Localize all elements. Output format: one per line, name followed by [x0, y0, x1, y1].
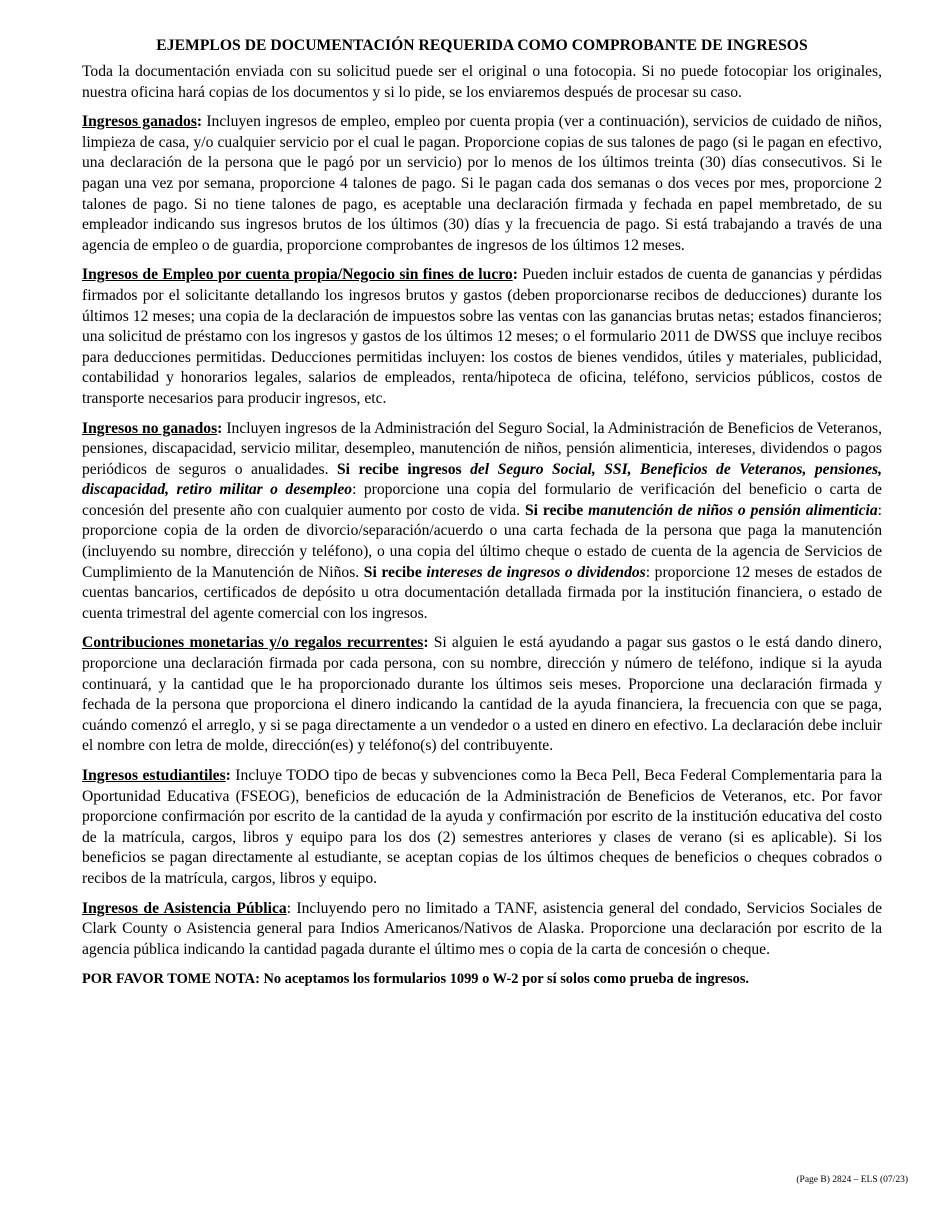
unearned-income-text-2: : proporcione una copia del formulario de verificación del beneficio o carta de concesión del presente año con cualquier aumento por costo de vida.: [82, 481, 882, 519]
contributions-text: Si alguien le está ayudando a pagar sus gastos o le está dando dinero, proporcione una declaración firmada por cada persona, con su nombre, dirección y número de teléfono, indique si la ayuda continuará, y la cantidad que le ha proporcionado durante los últimos seis meses. Proporcione una declaración firmada y fechada de la persona que proporciona el dinero indicando la cantidad de la ayuda financiera, la frecuencia con que se paga, cuándo comenzó el arreglo, y si se paga directamente a un vendedor o a usted en dinero en efectivo. La declaración debe incluir el nombre con letra de molde, dirección(es) y teléfono(s) del contribuyente.: [82, 634, 882, 755]
unearned-income-text-3: : proporcione copia de la orden de divorcio/separación/acuerdo o una carta fechada de la persona que paga la manutención (incluyendo su nombre, dirección y teléfono), o una copia del último cheque o estado de cuenta de la agencia de Servicios de Cumplimiento de la Manutención de Niños.: [82, 501, 882, 581]
form-footer-code: (Page B) 2824 – ELS (07/23): [796, 1175, 908, 1185]
student-income-heading: Ingresos estudiantiles: [82, 767, 226, 784]
self-employment-text: Pueden incluir estados de cuenta de ganancias y pérdidas firmados por el solicitante detallando los ingresos brutos y gastos (deben proporcionarse recibos de deducciones) durante los últimos 12 meses; una copia de la declaración de impuestos sobre las ventas con las ganancias brutas netas; estados financieros; una solicitud de préstamo con los ingresos y gastos de los últimos 12 meses; o el formulario 2011 de DWSS que incluye recibos para deducciones permitidas. Deducciones permitidas incluyen: los costos de bienes vendidos, útiles y materiales, publicidad, contabilidad y honorarios legales, salarios de empleados, renta/hipoteca de oficina, teléfono, servicios públicos, costos de transporte necesarios para producir ingresos, etc.: [82, 266, 882, 407]
important-note: POR FAVOR TOME NOTA: No aceptamos los formularios 1099 o W-2 por sí solos como prueba de ingresos.: [82, 971, 750, 988]
public-assistance-text: : Incluyendo pero no limitado a TANF, asistencia general del condado, Servicios Sociales de Clark County o Asistencia general para Indios Americanos/Nativos de Alaska. Proporcione una declaración por escrito de la agencia pública indicando la cantidad pagada durante el último mes o copia de la carta de concesión o cheque.: [82, 899, 882, 958]
unearned-income-text-4: : proporcione 12 meses de estados de cuentas bancarios, certificados de depósito u otra documentación detallada firmada por la institución financiera, o estado de cuenta trimestral del agente comercial con los ingresos.: [82, 563, 883, 622]
public-assistance-heading: Ingresos de Asistencia Pública: [82, 899, 287, 917]
unearned-if-3: Si recibe: [363, 563, 427, 581]
earned-income-text: Incluyen ingresos de empleo, empleo por cuenta propia (ver a continuación), servicios de cuidado de niños, limpieza de casa, y/o cualquier servicio por el cual le pagan. Proporcione copias de sus talones de pago (si le pagan en efectivo, una declaración de la persona que le pagó por un servicio) por lo menos de los últimos treinta (30) días consecutivos. Si le pagan una vez por semana, proporcione 4 talones de pago. Si le pagan cada dos semanas o dos veces por mes, proporcione 2 talones de pago. Si no tiene talones de pago, es aceptable una declaración firmada y fechada en papel membretado, de su empleador indicando sus ingresos brutos de los últimos (30) días y la frecuencia de pago. Si está trabajando a través de una agencia de empleo o de guardia, proporcione comprobantes de ingresos de los últimos 12 meses.: [82, 113, 882, 254]
student-income-section: [82, 766, 882, 890]
earned-income-colon: :: [196, 113, 203, 131]
student-income-text: Incluye TODO tipo de becas y subvenciones como la Beca Pell, Beca Federal Complementaria para la Oportunidad Educativa (FSEOG), beneficios de educación de la Administración de Beneficios de Veteranos, etc. Por favor proporcione confirmación por escrito de la cantidad de la ayuda y confirmación por escrito de la institución educativa del costo de la matrícula, cargos, libros y equipo para los dos (2) semestres anteriores y clases de verano (si es aplicable). Si los beneficios se pagan directamente al estudiante, se aceptan copias de los últimos cheques de beneficios o cheques cobrados o recibos de la matrícula, cargos, libros y equipo.: [82, 767, 883, 887]
earned-income-section: [82, 112, 882, 256]
unearned-income-colon: :: [217, 419, 223, 437]
contributions-heading: Contribuciones monetarias y/o regalos recurrentes: [82, 634, 424, 652]
intro-paragraph: Toda la documentación enviada con su solicitud puede ser el original o una fotocopia. Si no puede fotocopiar los originales, nuestra oficina hará copias de los documentos y si lo pide, se los enviaremos después de procesar su caso.: [82, 63, 882, 101]
unearned-income-heading: Ingresos no ganados: [82, 419, 218, 437]
unearned-if-2-emphasis: manutención de niños o pensión alimenticia: [588, 501, 878, 519]
document-page: [82, 36, 882, 999]
unearned-income-section: [82, 419, 882, 625]
contributions-section: [82, 633, 882, 757]
student-income-colon: :: [225, 767, 231, 784]
self-employment-section: [82, 265, 882, 409]
unearned-income-text-1: Incluyen ingresos de la Administración del Seguro Social, la Administración de Beneficios de Veteranos, pensiones, discapacidad, servicio militar, desempleo, manutención de niños, pensión alimenticia, intereses, dividendos o pagos periódicos de seguros o anualidades.: [82, 419, 882, 478]
self-employment-colon: :: [512, 266, 518, 284]
unearned-if-1-emphasis: del Seguro Social, SSI, Beneficios de Veteranos, pensiones, discapacidad, retiro militar o desempleo: [82, 460, 882, 499]
unearned-if-2: Si recibe: [524, 501, 589, 519]
contributions-colon: :: [423, 634, 429, 652]
public-assistance-section: [82, 899, 882, 961]
page-title: EJEMPLOS DE DOCUMENTACIÓN REQUERIDA COMO COMPROBANTE DE INGRESOS: [156, 37, 808, 54]
unearned-if-1: Si recibe ingresos: [336, 460, 471, 478]
earned-income-heading: Ingresos ganados: [82, 113, 197, 131]
self-employment-heading: Ingresos de Empleo por cuenta propia/Negocio sin fines de lucro: [82, 266, 513, 284]
unearned-if-3-emphasis: intereses de ingresos o dividendos: [426, 563, 646, 581]
